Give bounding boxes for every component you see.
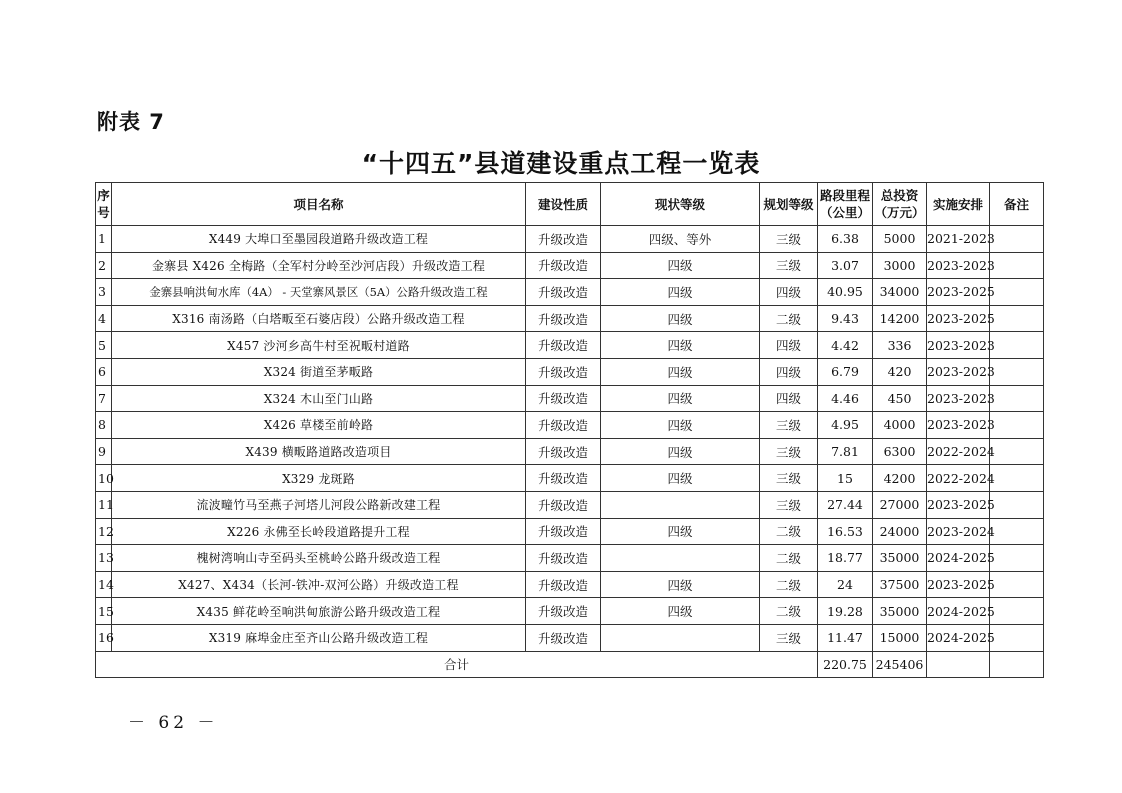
cell-remarks	[990, 412, 1044, 439]
cell-schedule: 2023-2023	[927, 412, 990, 439]
cell-current-grade: 四级	[601, 571, 760, 598]
cell-nature: 升级改造	[526, 385, 601, 412]
cell-planned-grade: 三级	[760, 252, 818, 279]
cell-planned-grade: 四级	[760, 332, 818, 359]
cell-nature: 升级改造	[526, 571, 601, 598]
total-investment: 245406	[873, 651, 927, 678]
cell-remarks	[990, 279, 1044, 306]
cell-remarks	[990, 518, 1044, 545]
header-index: 序 号	[96, 183, 112, 226]
cell-schedule: 2024-2025	[927, 545, 990, 572]
cell-current-grade: 四级	[601, 305, 760, 332]
cell-mileage: 7.81	[818, 438, 873, 465]
cell-current-grade: 四级	[601, 332, 760, 359]
table-row	[96, 412, 1044, 439]
cell-investment: 37500	[873, 571, 927, 598]
cell-remarks	[990, 598, 1044, 625]
cell-index: 7	[96, 385, 112, 412]
cell-current-grade: 四级	[601, 412, 760, 439]
cell-mileage: 4.95	[818, 412, 873, 439]
cell-remarks	[990, 252, 1044, 279]
cell-project-name: X316 南汤路（白塔畈至石婆店段）公路升级改造工程	[112, 305, 526, 332]
cell-current-grade: 四级	[601, 438, 760, 465]
cell-investment: 24000	[873, 518, 927, 545]
cell-current-grade	[601, 624, 760, 651]
cell-planned-grade: 二级	[760, 545, 818, 572]
cell-project-name: 流波疃竹马至燕子河塔儿河段公路新改建工程	[112, 491, 526, 518]
cell-current-grade: 四级	[601, 598, 760, 625]
cell-mileage: 40.95	[818, 279, 873, 306]
appendix-label: 附表 7	[97, 110, 165, 134]
cell-index: 12	[96, 518, 112, 545]
cell-schedule: 2023-2025	[927, 279, 990, 306]
cell-investment: 6300	[873, 438, 927, 465]
cell-remarks	[990, 358, 1044, 385]
cell-remarks	[990, 226, 1044, 253]
cell-nature: 升级改造	[526, 226, 601, 253]
cell-project-name: 槐树湾响山寺至码头至桃岭公路升级改造工程	[112, 545, 526, 572]
cell-investment: 450	[873, 385, 927, 412]
cell-mileage: 3.07	[818, 252, 873, 279]
header-planned-grade: 规划等级	[760, 183, 818, 226]
cell-nature: 升级改造	[526, 438, 601, 465]
cell-remarks	[990, 571, 1044, 598]
cell-project-name: X435 鲜花岭至响洪甸旅游公路升级改造工程	[112, 598, 526, 625]
cell-index: 10	[96, 465, 112, 492]
cell-project-name: X427、X434（长河-铁冲-双河公路）升级改造工程	[112, 571, 526, 598]
cell-nature: 升级改造	[526, 279, 601, 306]
header-name: 项目名称	[112, 183, 526, 226]
cell-schedule: 2023-2024	[927, 518, 990, 545]
cell-schedule: 2023-2025	[927, 491, 990, 518]
cell-investment: 3000	[873, 252, 927, 279]
header-nature: 建设性质	[526, 183, 601, 226]
cell-project-name: X319 麻埠金庄至齐山公路升级改造工程	[112, 624, 526, 651]
cell-index: 16	[96, 624, 112, 651]
header-schedule: 实施安排	[927, 183, 990, 226]
cell-schedule: 2023-2023	[927, 358, 990, 385]
cell-investment: 4000	[873, 412, 927, 439]
table-row	[96, 385, 1044, 412]
cell-planned-grade: 三级	[760, 624, 818, 651]
cell-mileage: 4.42	[818, 332, 873, 359]
cell-mileage: 11.47	[818, 624, 873, 651]
cell-schedule: 2022-2024	[927, 438, 990, 465]
cell-mileage: 18.77	[818, 545, 873, 572]
table-row	[96, 624, 1044, 651]
cell-nature: 升级改造	[526, 624, 601, 651]
cell-project-name: X439 横畈路道路改造项目	[112, 438, 526, 465]
cell-current-grade: 四级	[601, 279, 760, 306]
cell-schedule: 2023-2025	[927, 571, 990, 598]
cell-planned-grade: 三级	[760, 491, 818, 518]
header-current-grade: 现状等级	[601, 183, 760, 226]
cell-remarks	[990, 305, 1044, 332]
header-mileage: 路段里程 （公里）	[818, 183, 873, 226]
cell-current-grade: 四级	[601, 385, 760, 412]
page-title: “十四五”县道建设重点工程一览表	[361, 149, 761, 178]
cell-schedule: 2024-2025	[927, 624, 990, 651]
cell-index: 8	[96, 412, 112, 439]
cell-nature: 升级改造	[526, 305, 601, 332]
cell-schedule: 2023-2023	[927, 332, 990, 359]
cell-remarks	[990, 385, 1044, 412]
cell-index: 9	[96, 438, 112, 465]
cell-planned-grade: 三级	[760, 412, 818, 439]
cell-schedule: 2024-2025	[927, 598, 990, 625]
cell-nature: 升级改造	[526, 465, 601, 492]
table-row	[96, 358, 1044, 385]
cell-mileage: 6.79	[818, 358, 873, 385]
cell-project-name: X329 龙斑路	[112, 465, 526, 492]
cell-index: 11	[96, 491, 112, 518]
cell-nature: 升级改造	[526, 252, 601, 279]
cell-project-name: 金寨县 X426 全梅路（全军村分岭至沙河店段）升级改造工程	[112, 252, 526, 279]
cell-index: 3	[96, 279, 112, 306]
cell-remarks	[990, 491, 1044, 518]
cell-index: 4	[96, 305, 112, 332]
table-row	[96, 305, 1044, 332]
cell-schedule: 2023-2023	[927, 385, 990, 412]
cell-index: 13	[96, 545, 112, 572]
cell-mileage: 19.28	[818, 598, 873, 625]
cell-remarks	[990, 332, 1044, 359]
total-mileage: 220.75	[818, 651, 873, 678]
cell-nature: 升级改造	[526, 545, 601, 572]
cell-project-name: X457 沙河乡高牛村至祝畈村道路	[112, 332, 526, 359]
cell-remarks	[990, 438, 1044, 465]
cell-mileage: 24	[818, 571, 873, 598]
cell-nature: 升级改造	[526, 491, 601, 518]
cell-current-grade: 四级	[601, 518, 760, 545]
cell-index: 15	[96, 598, 112, 625]
cell-planned-grade: 三级	[760, 438, 818, 465]
cell-investment: 15000	[873, 624, 927, 651]
cell-planned-grade: 四级	[760, 385, 818, 412]
cell-planned-grade: 四级	[760, 279, 818, 306]
table-row	[96, 571, 1044, 598]
page-number: － 62 －	[128, 713, 219, 733]
cell-nature: 升级改造	[526, 518, 601, 545]
cell-mileage: 9.43	[818, 305, 873, 332]
cell-investment: 27000	[873, 491, 927, 518]
cell-planned-grade: 三级	[760, 226, 818, 253]
cell-index: 2	[96, 252, 112, 279]
cell-nature: 升级改造	[526, 598, 601, 625]
table-row	[96, 279, 1044, 306]
cell-investment: 14200	[873, 305, 927, 332]
cell-remarks	[990, 624, 1044, 651]
table-row	[96, 491, 1044, 518]
table-row	[96, 438, 1044, 465]
cell-remarks	[990, 465, 1044, 492]
cell-investment: 5000	[873, 226, 927, 253]
cell-schedule: 2022-2024	[927, 465, 990, 492]
cell-index: 5	[96, 332, 112, 359]
cell-current-grade	[601, 491, 760, 518]
cell-project-name: X324 街道至茅畈路	[112, 358, 526, 385]
cell-index: 14	[96, 571, 112, 598]
cell-project-name: X449 大埠口至墨园段道路升级改造工程	[112, 226, 526, 253]
cell-schedule: 2021-2023	[927, 226, 990, 253]
cell-investment: 34000	[873, 279, 927, 306]
cell-nature: 升级改造	[526, 332, 601, 359]
table-row	[96, 545, 1044, 572]
cell-planned-grade: 二级	[760, 305, 818, 332]
cell-nature: 升级改造	[526, 412, 601, 439]
table-header-row	[96, 183, 1044, 226]
table-row	[96, 252, 1044, 279]
table-row	[96, 226, 1044, 253]
cell-index: 1	[96, 226, 112, 253]
cell-current-grade: 四级	[601, 252, 760, 279]
cell-planned-grade: 二级	[760, 518, 818, 545]
table-row	[96, 332, 1044, 359]
cell-mileage: 15	[818, 465, 873, 492]
cell-investment: 336	[873, 332, 927, 359]
total-schedule-empty	[927, 651, 990, 678]
cell-remarks	[990, 545, 1044, 572]
table-row	[96, 598, 1044, 625]
table-row	[96, 518, 1044, 545]
cell-mileage: 27.44	[818, 491, 873, 518]
projects-table	[95, 182, 1044, 678]
cell-planned-grade: 三级	[760, 465, 818, 492]
total-remarks-empty	[990, 651, 1044, 678]
total-label: 合计	[96, 651, 818, 678]
cell-current-grade	[601, 545, 760, 572]
cell-project-name: X426 草楼至前岭路	[112, 412, 526, 439]
total-row	[96, 651, 1044, 678]
cell-nature: 升级改造	[526, 358, 601, 385]
table-row	[96, 465, 1044, 492]
cell-mileage: 4.46	[818, 385, 873, 412]
cell-investment: 35000	[873, 545, 927, 572]
cell-schedule: 2023-2025	[927, 305, 990, 332]
cell-current-grade: 四级	[601, 465, 760, 492]
header-investment: 总投资 （万元）	[873, 183, 927, 226]
cell-index: 6	[96, 358, 112, 385]
cell-planned-grade: 二级	[760, 598, 818, 625]
cell-mileage: 16.53	[818, 518, 873, 545]
cell-project-name: X226 永佛至长岭段道路提升工程	[112, 518, 526, 545]
header-remarks: 备注	[990, 183, 1044, 226]
cell-investment: 420	[873, 358, 927, 385]
cell-project-name: 金寨县响洪甸水库（4A） - 天堂寨风景区（5A）公路升级改造工程	[112, 279, 526, 306]
cell-investment: 35000	[873, 598, 927, 625]
cell-planned-grade: 二级	[760, 571, 818, 598]
cell-schedule: 2023-2023	[927, 252, 990, 279]
cell-project-name: X324 木山至门山路	[112, 385, 526, 412]
cell-current-grade: 四级	[601, 358, 760, 385]
cell-planned-grade: 四级	[760, 358, 818, 385]
cell-mileage: 6.38	[818, 226, 873, 253]
cell-current-grade: 四级、等外	[601, 226, 760, 253]
cell-investment: 4200	[873, 465, 927, 492]
